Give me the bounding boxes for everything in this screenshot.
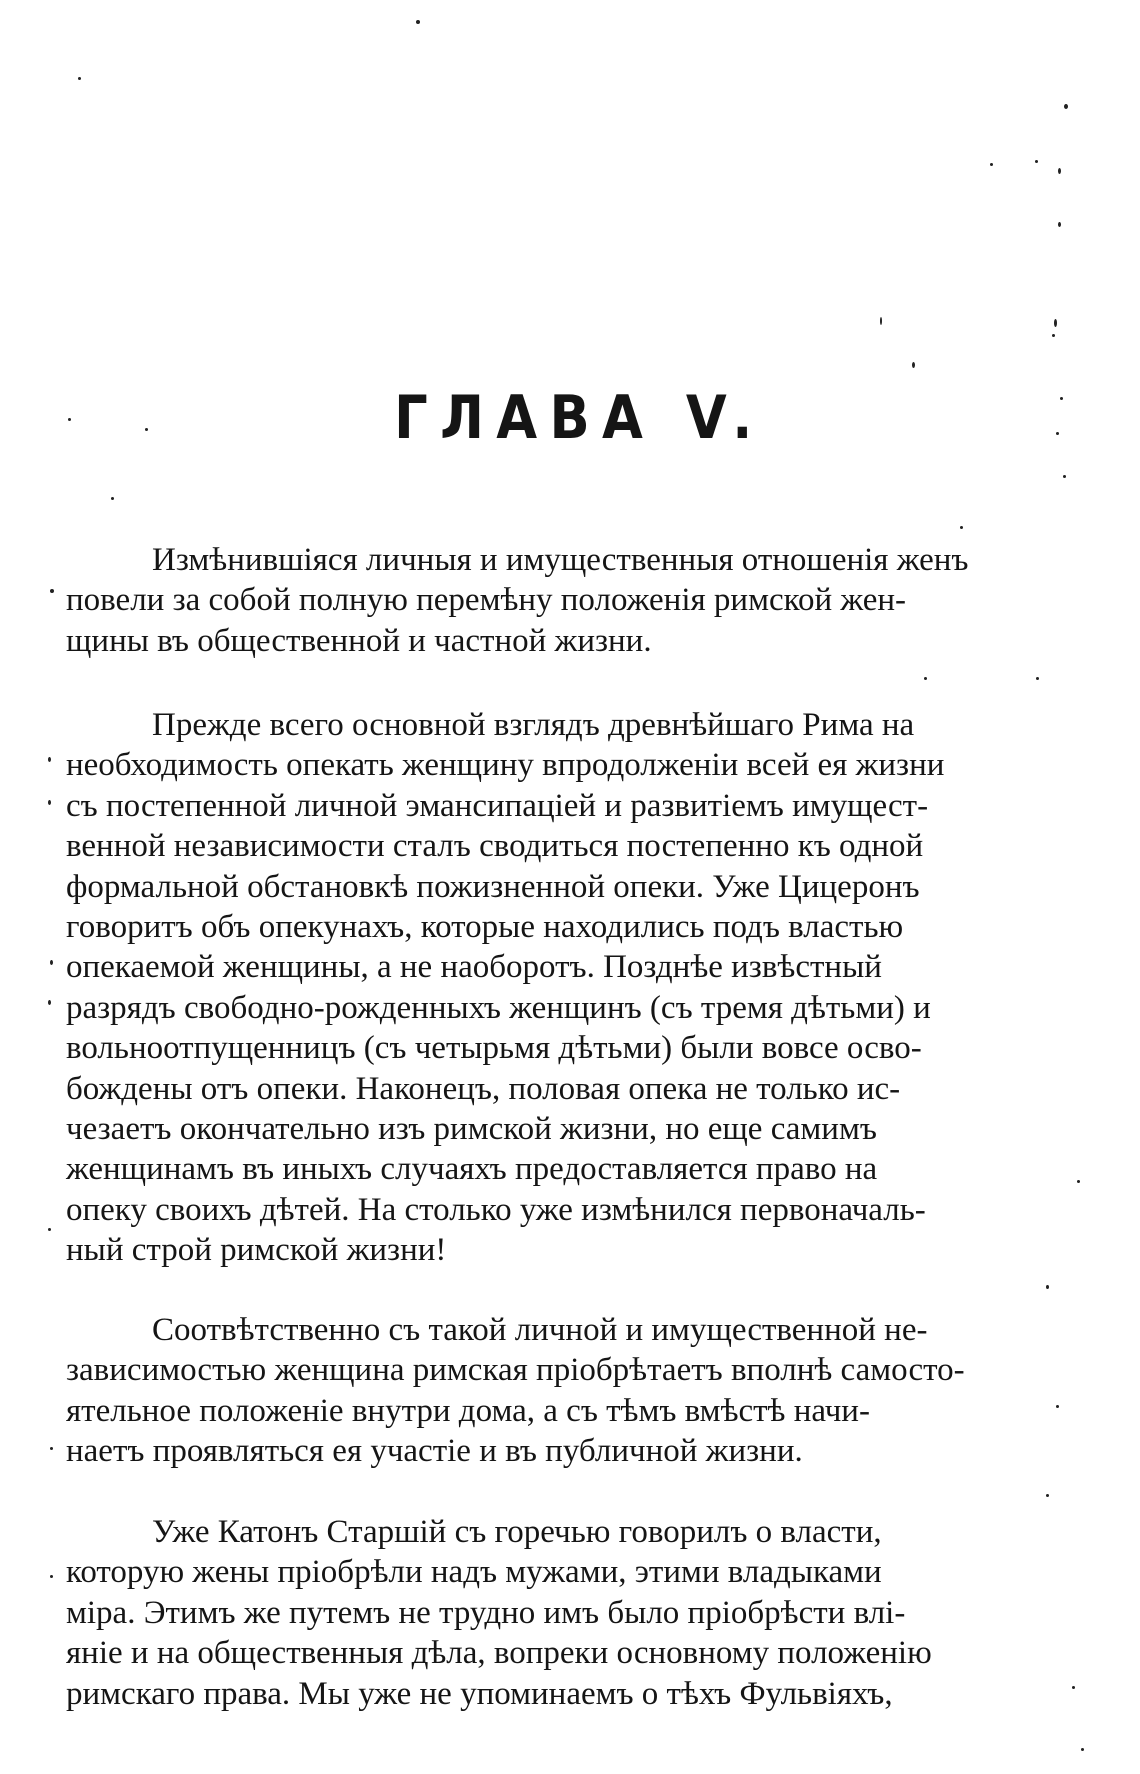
- scan-speck: [48, 1000, 51, 1005]
- scan-speck: [912, 362, 915, 368]
- scan-speck: [960, 526, 963, 529]
- paragraph-1: [66, 540, 1078, 661]
- paragraph-text: Измѣнившіяся личныя и имущественныя отношенія женъ повели за собой полную перемѣну положенія римской жен- щины въ общественной и частной жизни.: [66, 542, 969, 659]
- scan-speck: [1058, 222, 1061, 227]
- scan-speck: [1077, 1180, 1080, 1183]
- scan-speck: [1064, 104, 1068, 109]
- scan-speck: [924, 677, 927, 680]
- scan-speck: [1072, 1686, 1075, 1689]
- scan-speck: [78, 77, 81, 80]
- scan-speck: [48, 1228, 51, 1231]
- scan-speck: [1063, 475, 1066, 478]
- scan-speck: [145, 428, 148, 431]
- scan-speck: [1056, 432, 1059, 435]
- scan-speck: [48, 800, 51, 805]
- scan-speck: [1046, 1494, 1049, 1497]
- scan-speck: [68, 418, 71, 421]
- scan-speck: [1046, 1285, 1049, 1289]
- paragraph-text: Соотвѣтственно съ такой личной и имущественной не- зависимостью женщина римская пріобрѣтаетъ вполнѣ самосто- ятельное положеніе внутри дома, а съ тѣмъ вмѣстѣ начи- наетъ проявляться ея участіе и въ публичной жизни.: [66, 1312, 965, 1470]
- paragraph-2: [66, 705, 1078, 1271]
- scan-speck: [1060, 397, 1063, 400]
- paragraph-text: Прежде всего основной взглядъ древнѣйшаго Рима на необходимость опекать женщину впродолженіи всей ея жизни съ постепенной личной эмансипаціей и развитіемъ имущест- венной независимости сталъ сводиться постепенно къ одной формальной обстановкѣ пожизненной опеки. Уже Цицеронъ говоритъ объ опекунахъ, которые находились подъ властью опекаемой женщины, а не наоборотъ. Позднѣе извѣстный разрядъ свободно-рожденныхъ женщинъ (съ тремя дѣтьми) и вольноотпущенницъ (съ четырьмя дѣтьми) были вовсе осво- бождены отъ опеки. Наконецъ, половая опека не только ис- чезаетъ окончательно изъ римской жизни, но еще самимъ женщинамъ въ иныхъ случаяхъ предоставляется право на опеку своихъ дѣтей. На столько уже измѣнился первоначаль- ный строй римской жизни!: [66, 707, 945, 1269]
- scan-speck: [990, 163, 993, 166]
- scan-speck: [1081, 1748, 1084, 1751]
- scan-speck: [48, 757, 51, 762]
- paragraph-4: [66, 1512, 1078, 1714]
- scan-speck: [50, 589, 54, 593]
- scan-speck: [1056, 1405, 1059, 1408]
- scan-speck: [1054, 319, 1057, 327]
- scan-speck: [50, 1447, 53, 1450]
- scan-speck: [1052, 334, 1055, 337]
- scan-speck: [880, 317, 882, 325]
- scan-speck: [111, 497, 114, 500]
- scan-speck: [50, 1575, 53, 1578]
- scan-speck: [1035, 160, 1038, 163]
- scan-speck: [50, 960, 53, 965]
- scan-speck: [1036, 677, 1039, 680]
- chapter-title: ГЛАВА V.: [394, 383, 765, 453]
- scan-speck: [1058, 168, 1061, 174]
- paragraph-3: [66, 1310, 1078, 1472]
- paragraph-text: Уже Катонъ Старшій съ горечью говорилъ о власти, которую жены пріобрѣли надъ мужами, этими владыками міра. Этимъ же путемъ не трудно имъ было пріобрѣсти влі- яніе и на общественныя дѣла, вопреки основному положенію римскаго права. Мы уже не упоминаемъ о тѣхъ Фульвіяхъ,: [66, 1514, 932, 1712]
- scan-speck: [416, 20, 420, 24]
